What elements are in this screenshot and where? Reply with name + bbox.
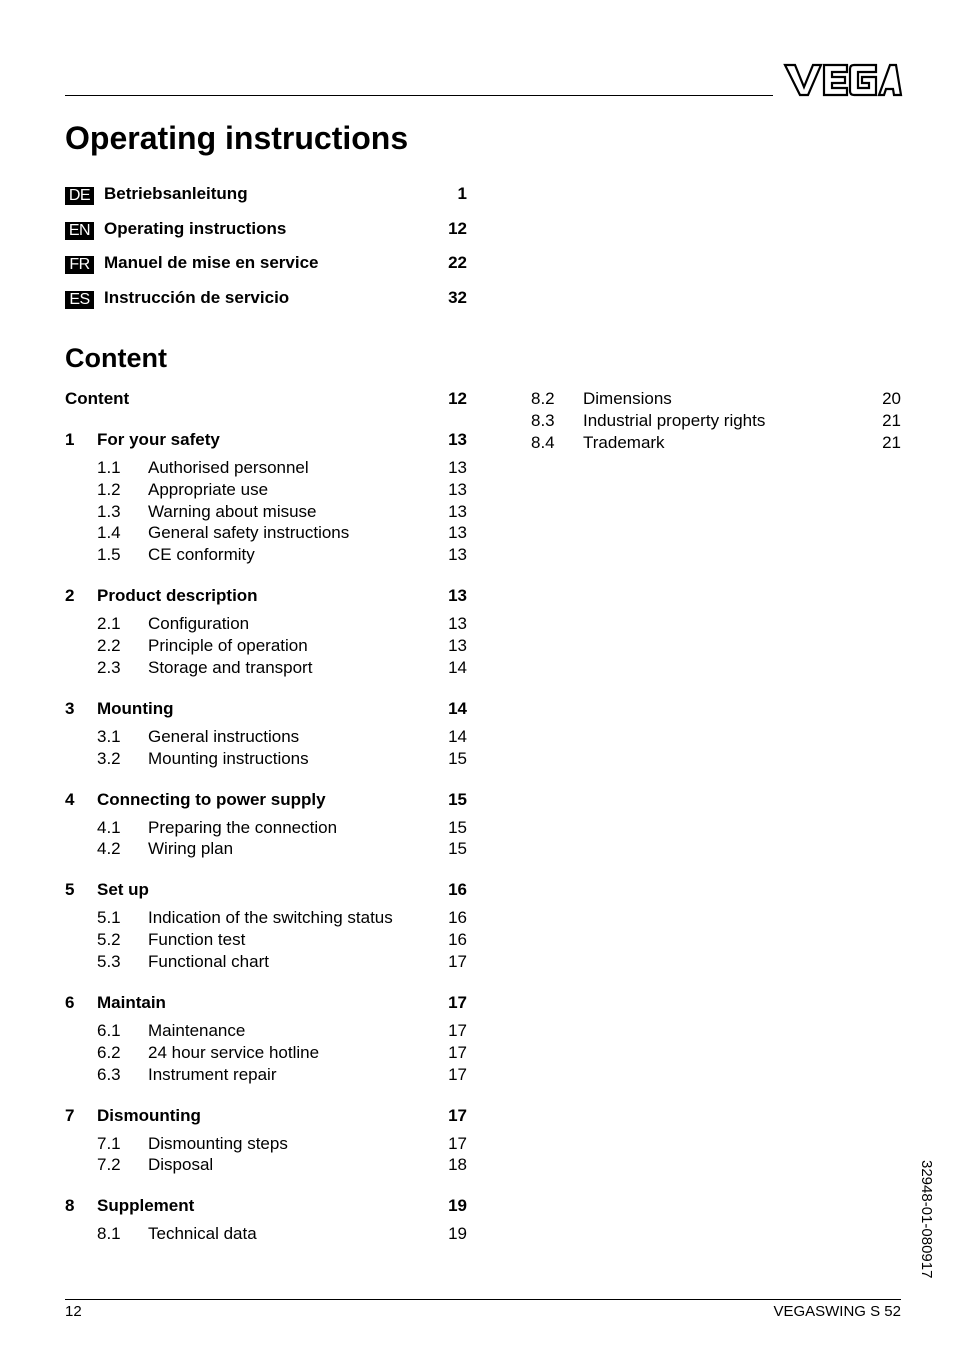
language-entry-label: Instrucción de servicio [104,288,290,307]
toc-section-entry[interactable] [65,1134,467,1156]
toc-entry-number: 1.3 [97,502,121,521]
toc-entry-page: 20 [882,389,901,408]
toc-section-entry[interactable] [65,545,467,567]
toc-entry-page: 17 [448,1106,467,1125]
header-rule [65,95,773,96]
toc-section-entry[interactable] [65,727,467,749]
toc-section-entry[interactable] [531,411,901,433]
toc-entry-number: 3.2 [97,749,121,768]
toc-entry-page: 19 [448,1224,467,1243]
toc-entry-number: 1.1 [97,458,121,477]
toc-section-entry[interactable] [65,658,467,680]
toc-entry-page: 14 [448,727,467,746]
toc-entry-page: 19 [448,1196,467,1215]
toc-section-entry[interactable] [65,1155,467,1177]
toc-entry-label: Dismounting steps [148,1134,288,1153]
toc-section-entry[interactable] [531,389,901,411]
toc-section-entry[interactable] [65,1021,467,1043]
toc-entry-number: 2.2 [97,636,121,655]
toc-chapter-entry[interactable] [65,1106,467,1128]
language-entry-page: 1 [457,184,467,203]
language-entry-en[interactable] [65,219,467,243]
toc-chapter-entry[interactable] [65,430,467,452]
toc-entry-label: Technical data [148,1224,257,1243]
toc-entry-number: 4.1 [97,818,121,837]
toc-entry-label: General safety instructions [148,523,350,542]
toc-entry-page: 13 [448,480,467,499]
toc-section-entry[interactable] [65,636,467,658]
toc-entry-label: Preparing the connection [148,818,338,837]
toc-entry-page: 17 [448,993,467,1012]
toc-section-entry[interactable] [65,1224,467,1246]
vega-logo [783,62,903,98]
toc-entry-number: 3.1 [97,727,121,746]
toc-entry-label: Trademark [583,433,665,452]
toc-entry-number: 1.4 [97,523,121,542]
toc-section-entry[interactable] [65,458,467,480]
toc-entry-number: 2.1 [97,614,121,633]
toc-entry-label: Appropriate use [148,480,269,499]
toc-entry-number: 1.2 [97,480,121,499]
toc-entry-label: Supplement [97,1196,195,1215]
toc-chapter-entry[interactable] [65,790,467,812]
toc-entry-page: 21 [882,411,901,430]
language-entry-page: 12 [448,219,467,238]
language-entry-fr[interactable] [65,253,467,277]
toc-section-entry[interactable] [65,1065,467,1087]
toc-entry-page: 17 [448,1134,467,1153]
toc-entry-label: CE conformity [148,545,255,564]
toc-entry-page: 13 [448,458,467,477]
language-entry-label: Operating instructions [104,219,287,238]
toc-entry-number: 4.2 [97,839,121,858]
toc-entry-label: Indication of the switching status [148,908,393,927]
toc-entry-label: Instrument repair [148,1065,277,1084]
toc-entry-label: Mounting instructions [148,749,309,768]
toc-entry-label: Principle of operation [148,636,308,655]
toc-entry-label: Wiring plan [148,839,234,858]
toc-entry-label: For your safety [97,430,220,449]
toc-entry-label: Function test [148,930,246,949]
toc-entry-label: Product description [97,586,258,605]
toc-entry-page: 17 [448,952,467,971]
toc-entry-label: Warning about misuse [148,502,317,521]
toc-entry-label: Content [65,389,130,408]
toc-entry-page: 17 [448,1043,467,1062]
toc-entry-number: 8.1 [97,1224,121,1243]
toc-entry-label: Disposal [148,1155,214,1174]
toc-entry-page: 13 [448,502,467,521]
language-code-badge: EN [65,222,94,240]
toc-entry-number: 7.2 [97,1155,121,1174]
toc-section-entry[interactable] [65,480,467,502]
language-entry-de[interactable] [65,184,467,208]
toc-entry-page: 17 [448,1021,467,1040]
toc-section-entry[interactable] [65,839,467,861]
toc-entry-number: 3 [65,699,75,718]
toc-entry-label: Dimensions [583,389,672,408]
toc-section-entry[interactable] [65,930,467,952]
toc-section-entry[interactable] [65,952,467,974]
toc-entry-label: Set up [97,880,149,899]
toc-section-entry[interactable] [65,818,467,840]
footer-rule [65,1299,901,1300]
language-entry-page: 32 [448,288,467,307]
document-number: 32948-01-080917 [918,1160,935,1279]
toc-entry-page: 13 [448,586,467,605]
page-title: Operating instructions [65,120,409,156]
toc-entry-label: Functional chart [148,952,269,971]
toc-entry-number: 5 [65,880,75,899]
toc-entry-number: 8.2 [531,389,555,408]
toc-chapter-entry[interactable] [65,389,467,411]
toc-entry-number: 6.2 [97,1043,121,1062]
toc-entry-label: General instructions [148,727,300,746]
toc-entry-number: 8.4 [531,433,555,452]
toc-entry-number: 4 [65,790,75,809]
toc-entry-label: Dismounting [97,1106,201,1125]
content-heading: Content [65,343,167,373]
toc-chapter-entry[interactable] [65,586,467,608]
toc-entry-page: 13 [448,523,467,542]
toc-section-entry[interactable] [65,749,467,771]
toc-entry-label: Maintain [97,993,166,1012]
toc-entry-number: 6.1 [97,1021,121,1040]
toc-entry-page: 12 [448,389,467,408]
toc-section-entry[interactable] [65,502,467,524]
toc-entry-number: 7.1 [97,1134,121,1153]
toc-entry-label: Mounting [97,699,174,718]
toc-entry-page: 13 [448,430,467,449]
toc-entry-number: 5.3 [97,952,121,971]
toc-entry-page: 21 [882,433,901,452]
toc-entry-label: Configuration [148,614,250,633]
language-code-badge: DE [65,187,94,205]
toc-entry-number: 6.3 [97,1065,121,1084]
toc-entry-page: 13 [448,636,467,655]
toc-entry-number: 2.3 [97,658,121,677]
toc-chapter-entry[interactable] [65,993,467,1015]
toc-entry-page: 14 [448,699,467,718]
toc-chapter-entry[interactable] [65,1196,467,1218]
toc-entry-page: 14 [448,658,467,677]
toc-section-entry[interactable] [531,433,901,455]
toc-entry-page: 15 [448,818,467,837]
toc-entry-page: 13 [448,545,467,564]
toc-entry-label: Connecting to power supply [97,790,326,809]
language-entry-es[interactable] [65,288,467,312]
toc-entry-number: 5.2 [97,930,121,949]
toc-entry-page: 18 [448,1155,467,1174]
toc-entry-number: 7 [65,1106,75,1125]
language-code-badge: ES [65,291,94,309]
toc-chapter-entry[interactable] [65,880,467,902]
toc-section-entry[interactable] [65,523,467,545]
toc-entry-page: 15 [448,749,467,768]
language-entry-label: Betriebsanleitung [104,184,248,203]
toc-section-entry[interactable] [65,908,467,930]
toc-entry-page: 16 [448,908,467,927]
toc-entry-number: 5.1 [97,908,121,927]
toc-entry-page: 16 [448,880,467,899]
toc-entry-label: Maintenance [148,1021,246,1040]
toc-entry-page: 15 [448,790,467,809]
toc-entry-page: 15 [448,839,467,858]
footer-product-name: VEGASWING S 52 [773,1303,901,1320]
toc-entry-page: 16 [448,930,467,949]
toc-entry-label: 24 hour service hotline [148,1043,320,1062]
toc-section-entry[interactable] [65,614,467,636]
toc-entry-number: 8 [65,1196,75,1215]
toc-entry-label: Industrial property rights [583,411,766,430]
toc-chapter-entry[interactable] [65,699,467,721]
toc-entry-number: 1 [65,430,75,449]
toc-entry-number: 1.5 [97,545,121,564]
toc-entry-page: 13 [448,614,467,633]
language-code-badge: FR [65,256,94,274]
toc-section-entry[interactable] [65,1043,467,1065]
toc-entry-number: 2 [65,586,75,605]
toc-entry-label: Storage and transport [148,658,313,677]
toc-entry-page: 17 [448,1065,467,1084]
language-entry-label: Manuel de mise en service [104,253,319,272]
toc-entry-number: 8.3 [531,411,555,430]
toc-entry-label: Authorised personnel [148,458,309,477]
toc-entry-number: 6 [65,993,75,1012]
language-entry-page: 22 [448,253,467,272]
footer-page-number: 12 [65,1303,82,1320]
